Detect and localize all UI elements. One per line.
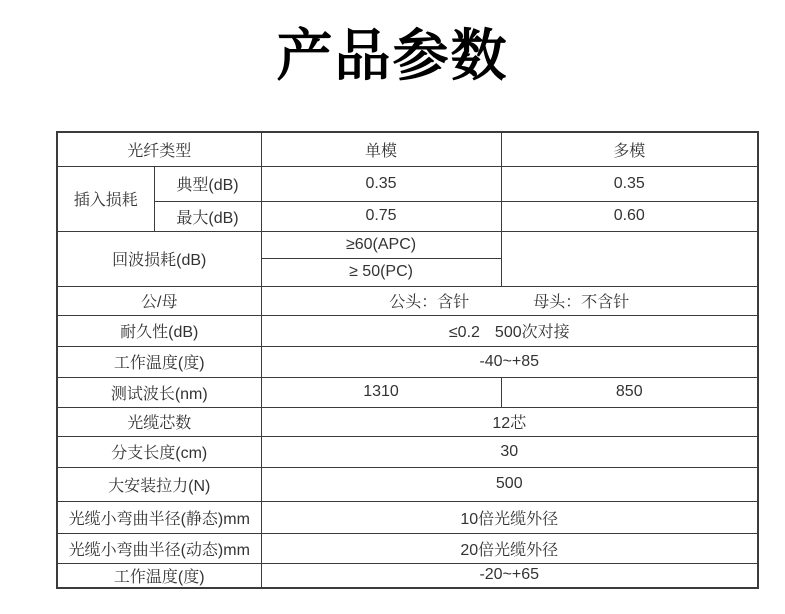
fiber-type-single-mode-cell: 单模 bbox=[261, 132, 501, 166]
row-core-count bbox=[57, 407, 758, 436]
insertion-loss-max-label-cell: 最大(dB) bbox=[154, 201, 261, 231]
row-branch-length bbox=[57, 436, 758, 467]
operating-temp-top-value-cell: -40~+85 bbox=[261, 346, 758, 377]
install-tension-label-cell: 大安装拉力(N) bbox=[57, 467, 261, 501]
gender-label-cell: 公/母 bbox=[57, 286, 261, 315]
insertion-loss-label-cell: 插入损耗 bbox=[57, 166, 154, 231]
core-count-value-cell: 12芯 bbox=[261, 407, 758, 436]
return-loss-pc-cell: ≥ 50(PC) bbox=[261, 258, 501, 286]
insertion-loss-max-single-cell: 0.75 bbox=[261, 201, 501, 231]
bend-radius-static-label-cell: 光缆小弯曲半径(静态)mm bbox=[57, 501, 261, 533]
fiber-type-multi-mode-cell: 多模 bbox=[501, 132, 758, 166]
test-wavelength-multi-cell: 850 bbox=[501, 377, 758, 407]
return-loss-label-cell: 回波损耗(dB) bbox=[57, 231, 261, 286]
insertion-loss-typical-single-cell: 0.35 bbox=[261, 166, 501, 201]
row-fiber-type bbox=[57, 132, 758, 166]
return-loss-apc-cell: ≥60(APC) bbox=[261, 231, 501, 258]
row-test-wavelength bbox=[57, 377, 758, 407]
core-count-label-cell: 光缆芯数 bbox=[57, 407, 261, 436]
operating-temp-bottom-label-cell: 工作温度(度) bbox=[57, 563, 261, 588]
install-tension-value-cell: 500 bbox=[261, 467, 758, 501]
test-wavelength-single-cell: 1310 bbox=[261, 377, 501, 407]
branch-length-value-cell: 30 bbox=[261, 436, 758, 467]
gender-female-text: 母头：不含针 bbox=[533, 294, 630, 312]
row-gender bbox=[57, 286, 758, 315]
test-wavelength-label-cell: 测试波长(nm) bbox=[57, 377, 261, 407]
branch-length-label-cell: 分支长度(cm) bbox=[57, 436, 261, 467]
fiber-type-label-cell: 光纤类型 bbox=[57, 132, 261, 166]
insertion-loss-typical-label-cell: 典型(dB) bbox=[154, 166, 261, 201]
insertion-loss-typical-multi-cell: 0.35 bbox=[501, 166, 758, 201]
row-insertion-loss-typical bbox=[57, 166, 758, 201]
row-bend-radius-dynamic bbox=[57, 533, 758, 563]
operating-temp-bottom-value-cell: -20~+65 bbox=[261, 563, 758, 588]
gender-male-text: 公头：含针 bbox=[389, 294, 470, 312]
durability-label-cell: 耐久性(dB) bbox=[57, 315, 261, 346]
durability-limit-text: ≤0.2 bbox=[448, 324, 480, 342]
row-operating-temp-bottom bbox=[57, 563, 758, 588]
bend-radius-dynamic-value-cell: 20倍光缆外径 bbox=[261, 533, 758, 563]
bend-radius-dynamic-label-cell: 光缆小弯曲半径(动态)mm bbox=[57, 533, 261, 563]
insertion-loss-max-multi-cell: 0.60 bbox=[501, 201, 758, 231]
spec-table bbox=[56, 131, 759, 589]
durability-value-cell bbox=[261, 315, 758, 346]
row-insertion-loss-max bbox=[57, 201, 758, 231]
row-operating-temp-top bbox=[57, 346, 758, 377]
return-loss-multi-empty-cell bbox=[501, 231, 758, 286]
operating-temp-top-label-cell: 工作温度(度) bbox=[57, 346, 261, 377]
row-install-tension bbox=[57, 467, 758, 501]
row-bend-radius-static bbox=[57, 501, 758, 533]
gender-value-cell bbox=[261, 286, 758, 315]
row-return-loss-apc bbox=[57, 231, 758, 258]
page-title: 产品参数 bbox=[276, 24, 509, 87]
durability-cycles-text: 500次对接 bbox=[494, 324, 570, 342]
row-durability bbox=[57, 315, 758, 346]
bend-radius-static-value-cell: 10倍光缆外径 bbox=[261, 501, 758, 533]
